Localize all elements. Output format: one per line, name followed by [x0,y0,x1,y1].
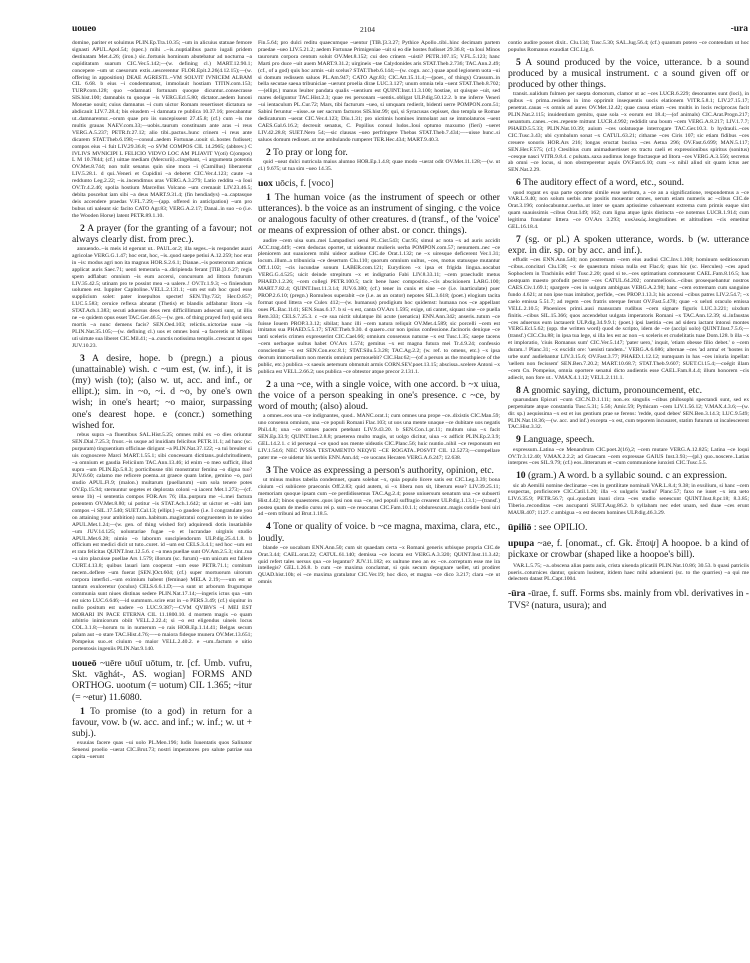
citations-block: quarundam Epicuri ~cum CIC.N.D.1.111; non..ex singulis ~cibus philosophi spectandi sunt, sed ex perpetuitate atque constantia Tusc.5.31; 5.56; Amic.59; Pythicam ~cem LIV.1.56.12; V.MAX.4.3.6;—(w. dir. sp.) aequissima ~x est et ius gentium prae se ferens: 'redde, quod debes' SEN.Ben.3.14.3; LUC.9.549; PLIN.Nat.18.36;—(w. acc. and inf.) excepta ~x est, cum teporem incusaret, statim futurum ut incalescerent TAC.Hist.3.32. [508,396,749,431]
sense-number: 3 [80,352,85,364]
citations-block: audire ~cem uisa sum..mei Lampadisci serui PL.Cist.543; Cur.95; simul ac nota ~x ad auris accidit ACC.trag.449; ~cem deducas oportet, ut uideantur mulieris uerba POMPON.com.57; nenumem..nec ~ce pleniorem aut suauiorem mihi uideor audisse CIC.de Orat.1.132; ne ~x uiresque deficerent Ver.1.31; locum..illum..a tribunicia ~ce desertum Clu.110; quorum omnium uultus, ~ces, motus statusque mutantur Off.1.102; ~cis iucundae sonum LABER.com.121; Eurydicen ~x ipsa et frigida lingua..uocabat VERG.G.4.525; uicit deinde strepitum ~x et indignatio Fabi LIV.8.33.11; ~cem praecludit metus PHAED.1.2.26; ~cem collegi PETR.100.5; tacit bene haec compositio..~cis abscisionem LARG.100; MART.7.82.4; QUINT.Inst.11.3.14; JUV.6.380; (cf.) tener in cunis et sine ~ce (i.e. inarticulate) puer PROP.2.6.10; (pregn.) Romuleos superabit ~ce (i.e. as an orator) nepotes SIL.3.618; (poet.) elogium tacita format quod littera ~ce Culex 412;—(w. humanus) prodigium hoc quidemst: humana nos ~ce appellant oues PL.Bac.1141; SEN.Suas.6.17. b si ~x est, canta OV.Ars 1.595; exige, uti cantet, siquast sine ~ce puella Rem.333; CELS.7.25.3. c ~ce sua nictit ululatque ibi acute (uenatica) ENN.Ann.342; anseris..tutum ~ce fuisse Iouem PROP.3.3.12; sibilat; hanc illi ~cem natura reliquit OV.Met.4.589; sic porcelli ~cem est imitatus sua PHAED.5.5.17; STAT.Theb.9.30. d quaero..cur non ipsius confessione..facinoris denique ~ce tanti sceleris crimen expresserint CIC.Cael.66; omnium consensus naturae ~x est Tusc.1.35; saepe tacens ~cem uerbaque uultus habet OV.Ars 1.574; gemitus ~x est magna futura mei Tr.4.9.24; confessio conscientiae ~x est SEN.Con.exc.8.1; STAT.Silu.5.3.28; TAC.Ag.2.2; (w. ref. to omens, etc.) ~x ipsa deorum immortalium non mentis omnium permouebit? CIC.Har.62;—(of a person as the mouthpiece of the public, etc.) publica ~x saeuis aeternum obmutuit armis CORN.SEV.poet.13.15; abscissa..scelere Antoni ~x publica est VELL.2.66.2; uos publica ~ce obtestor atque precor 2.131.1. [258,237,500,375]
sense-number: 9 [516,434,521,446]
sense-number: 3 [266,464,271,476]
sense-text: The auditory effect of a word, etc., sound. [520,177,685,189]
sense-definition [508,385,749,396]
column-left [72,40,252,920]
citations-block: exuuias facere quas ~ui uolo PL.Men.196; ludis Iuuentatis quos Salinator Senensi proelio ~uerat CIC.Brut.73; nostri imperatores pro salute patriae sua capita ~uerunt [72,740,252,761]
sense-number: 5 [516,56,521,68]
sense-definition [508,177,749,188]
sense-definition [508,434,749,445]
citations-block: annuendo..~is meis id egerunt ut.. PAUL.or.2; illa seges..~is respondet auari agricolae VERG.G.1.47; hoc erat, hoc, ~is..quod saepe petiui A.12.259; hoc erat in ~is: modus agri non ita magnus HOR.S.2.6.1; Dianae..~is posterorum amicas applicat auris Saec.71; uenti temeraria ~a..diripienda ferant [TIB.]3.6.27; regis spem adflabat: omnium ~is eum accersi, concursum ad littora futurum LIV.35.42.5; utinam pro te possint mea ~a ualere..! OV.Tr.1.9.3; ~o finiendum uolumen est. Iuppiter Capitoline..VELL.2.131.1; ~um est sub hoc quod esse supplicium solet: pater insepultos spectet! SEN.Thy.732; Her.O.857; LUC.5.583; ceruice reflexa abnatat (Thetis) et blandis adfabatur litora ~is STAT.Ach.1.383; secuti aduersus deos rem difficillimam adsecuti sunt, ut illis ne ~o quidem opus esset TAC.Ger.46.5;—(w. gen. of thing prayed for) quid sera mortis ~a nunc demens facis? SEN.Oed.103; relictis..uictoriae suae ~is PLIN.Nat.35.105;—(w. defining cl.) uos et omnes boni ~a faceretis ut Miloni uti uirtute sua liberet CIC.Mil.41; ~a..cunctis notissima templis..crescant ut opes JUV.10.23. [72,245,252,349]
headword: upupa [508,538,535,550]
sense-text: To promise (to a god) in return for a favour, vow. b (w. acc. and inf.; w. inf.; w. ut + subj.). [72,705,252,740]
column-middle [258,40,500,920]
sense-text: (gram.) A word. b a syllabic sound. c an expression. [525,470,728,482]
left-guide-word: uoueo [72,24,97,34]
sense-text: a una ~ce, with a single voice, with one accord. b ~x uiua, the voice of a person speaking in one's presence. c ~ce, by word of mouth; (also) aloud. [258,378,500,413]
entry-lemma [508,538,749,560]
lemma-text: ~uēre uōuī uōtum, tr. [cf. Umb. vufru, Skt. vāghát-, AS. wogian] FORMS AND ORTHOG. uootum (= uotum) CIL 1.365; ~itur (= ~etur) 11.6080. [72,657,252,703]
headword: uox [258,177,273,189]
sense-text: The voice as expressing a person's authority, opinion, etc. [270,464,494,476]
citations-block: ut minus multos tabella condemnet, quam solebat ~x, quia populo licere satis est CIC.Leg.3.39; bona ciuium ~ci subiicere praeconis Off.2.83; quid autem, si ~x libera non sit, liberum esse? LIV.39.25.11; memoriam quoque ipsam cum ~ce perdidissemus TAC.Ag.2.4; posse uniuersum senatum una ~ce subuerti Hist.4.42; binos quaestores..quos ipsi non sua ~ce, sed populi suffragio crearent ULP.dig.1.13.1;—(transf.) postea quam de medio cursu rei p. sum ~ce reuocatus CIC.Fam.10.1.1; obdurescunt..magis cotidie boni uiri ad ~cem tribuni ad Brut.1.18.5. [258,476,500,518]
sense-definition [258,521,500,543]
citations-block: blande ~ce uocabam ENN.Ann.50; cum sit quaedam certa ~x Romani generis urbisque propria CIC.de Orat.3.44; CAEL.orat.22; CATUL.61.140; demissa ~ce locuta est VERG.A.3.320; QUINT.Inst.11.3.42; quid refert tales uersus qua ~ce legantur? JUV.11.182; ex uultune meo an ex ~ce..correptum esse me ira intellegis? GEL.1.26.8. b cum ~ce maxima conclamat, si quis secum depugnare uellet, uti prodiret QUAD.hist.10b; ei ~ce maxima gratulatur CIC.Ver.19; hoc dico, et magna ~ce dico 3.217; clara ~ce ut omnis [258,544,500,586]
sense-number: 10 [516,470,526,482]
entry-lemma [508,522,749,533]
sense-definition [258,379,500,413]
column-right [508,40,749,920]
headword: uoueō [72,657,97,669]
sense-number: 2 [80,222,85,234]
lemma-text: uōcis, f. [voco] [272,177,334,189]
sense-number: 1 [80,705,85,717]
sense-number: 4 [266,521,271,533]
sense-definition [258,465,500,476]
page-number: 2104 [360,25,375,34]
sense-text: A sound produced by the voice, utterance. b a sound produced by a musical instrument. c a sound given off or produced by other things. [508,56,749,91]
citations-block: contio audire posset dixit.. Clu.134; Tusc.5.30; SAL.Jug.56.4; (cf.) quantum potero ~ce contendam ut hoc populus Romanus exaudiat CIC.Lig.6. [508,40,749,53]
sense-number: 8 [516,384,521,396]
citations-block: quid ~ueat dulci nutricula maius alumno HOR.Ep.1.4.8; quae modo ~uerat odit OV.Met.11.128;—(w. ut cl.) 9.675; ut tua sim ~ueo 14.35. [258,158,500,172]
sense-number: 7 [516,233,521,245]
page-header [0,24,750,40]
sense-definition [72,353,252,431]
sense-number: 2 [266,378,271,390]
citations-block: VAR.L.5.75; ~a..obscena alias pastu auis, crista uisenda plicatili PLIN.Nat.10.86; 30.53. b quasi patriciis pueris..coturnices dantur, quicum lusitent, itidem haec mihi aduenienti (sc. to the quarries) ~a qui me delectem datast PL.Capt.1004. [508,562,749,583]
sense-definition [508,234,749,256]
citations-block: transit..ualidum fulmen per saepta domorum, clamor ut ac ~ces LUCR.6.229; desonantes sunt (loci), in quibus ~x prima..residens in imo opprimit insequentis uocis elationem VITR.5.8.1; LIV.27.15.17; penetrat..cauas ~x omnis ad aures OV.Met.12.42; quae causa etiam ~ces multis in locis reciprocas facit PLIN.Nat.2.115; inuidentium gemitu, quae sola ~x eorum est 18.4;—(of animals) CIC.Arat.Progn.217; uenantum..canes..~ces..repente mittunt LUCR.4.992; reddidit una boum ~cem VERG.A.8.217; LIV.1.7.7; PHAED.5.5.33; PLIN.Nat.10.39; auium ~ces uolatusque interrogare TAC.Ger.10.3. b hydrauli..~ces CIC.Tusc.3.43; ubi cymbalum sonat ~x CATUL.63.21; citharae ~ces Ciris 107; sic etiam fidibus ~ces creuere sonoris HOR.Ars 216; longas eructat bucina ~ces Aetna 296; OV.Fast.6.699; MAN.5.117; SEN.Her.F.575; (cf.) Ctesibius cum animaduertisset ex tractu caeli et expressionibus spiritus (sonitus) ~cesque nasci VITR.9.8.4. c pulsata..saxa audimus longe fractasque ad litora ~ces VERG.A.3.556; secretus ab omni ~ce locus, si non obstreperetur aquis OV.Fast.6.10; cum ~x nihil aliud sit quam ictus aer SEN.Nat.2.29. [508,91,749,174]
sense-number: 1 [266,191,271,203]
lemma-text: : see OPILIO. [531,522,588,534]
entry-lemma [72,658,252,703]
sense-text: A prayer (for the granting of a favour; not always clearly dist. from prec.). [72,222,252,245]
sense-text: Language, speech. [520,434,595,446]
sense-definition [72,223,252,245]
lemma-text: ~ae, f. [onomat., cf. Gk. ἔποψ] A hoopoe. b a kind of pickaxe or crowbar (shaped like a hoopoe's bill). [508,538,749,561]
right-guide-word: -ura [730,24,748,34]
sense-definition [258,192,500,237]
entry-lemma [258,178,500,189]
sense-definition [508,470,749,481]
lemma-text: -ūrae, f. suff. Forms sbs. mainly from vbl. derivatives in -TVS² (natura, usura); and [508,588,749,611]
headword: -ūra [508,588,526,600]
sense-number: 2 [266,146,271,158]
sense-definition [72,706,252,740]
sense-number: 6 [516,177,521,189]
citations-block: a omnes..eos una ~ce indignantes, quod.. MANC.orat.1; cum omnes una prope ~ce..dixistis CIC.Man.59; uno consensu omnium, una ~ce populi Romani Flac.103; ut uos una mente unaque ~ce dubitare uos negatis Phil.4.8; una ~ce omnes pacem petebant LIV.9.43.20. b SEN.Con.1.pr.11; multum uiua ~x facit SEN.Ep.33.9; QUINT.Inst.2.8.8; praeterea multo magis, ut uolgo dicitur, uiua ~x adficit PLIN.Ep.2.3.9; GEL.14.2.1. c id persequi ~ce quod uos mente uideatis CIC.Planc.56; huic nuntio..nihil ~ce responsum est LIV.1.54.6; NEC IVSSA TESTAMENTO NEQVE ~CE ROGATA..POSVIT CIL 12.5273;—compellare pater me ~ce uidetur his uerbis ENN.Ann.44; ~ce uocans Hecaten VERG.A.6.247; 12.638. [258,413,500,461]
sense-text: A desire, hope. b (pregn.) a pious (unattainable) wish. c ~um est, (w. inf.), it is (my) wish (to); (also w. ut, acc. and inf., or ellipt.); sim. in ~o, ~i. d ~o, by one's own wish; in one's heart; ~o maior, surpassing one's dearest hope. e (concr.) something wished for. [72,352,252,431]
citations-block: effudit ~ces ENN.Ann.540; non postremam ~cem eius audiui CIC.Inv.1.108; hominum seditiosorum ~cibus..concitari Clu.138; ~x de quaestura missa nulla est Flac.6; quas hic (sc. Hercules) ~ces apud Sophoclem in Trachiniis edit! Tusc.2.20; quod si te..~ces optimatium commouent CAEL.Fam.8.16.5; has postquam maesto profudit pectore ~ces CATUL.64.202; contumeliosis..~cibus prosequebantur nostros CAES.Civ.1.69.1; spargere ~ces in uulgum ambiguas VERG.A.2.98; hanc ~cem extremam cum sanguine fundo 4.621; at non ipse tuas imitabor, perfide, ~ces PROP.1.13.3; his accensi ~cibus patres LIV.2.54.7; ~x caelo emissa 5.51.7; ad regem ~ces fratris uterque ferunt OV.Fast.5.478; quae ~x ueluti oraculo emissa VELL.2.10.5; Phoenices primi..ausi mansuram rudibus ~cem signare figuris LUC.3.221; uixdum finitis..~cibus SIL.15.366; quos accendebat uulgata imperatoris Romani ~x TAC.Ann.12.39; si..infaustas ~ces aduersus eum iactauerit ULP.dig.34.9.9.1; (poet.) ipsi laetitia ~ces ad sidera iactant intonsi montes VERG.Ecl.5.62; (opp. the written word) quod de scripto, idem de ~ce (accipi uolo) QUINT.Inst.7.5.6;—(transf.) CIC.Clu.88; in ipsa tua lege, si illa lex est ac non ~x sceleris et crudelitatis tuae Dom.128. b illa ~x et imploratio, 'ciuis Romanus sum' CIC.Ver.5.147; 'pater uero,' inquit, 'etiam obesse filio debet.' o ~cem duram..! Planc.31; ~x excidit ore: 'uenisti tandem..' VERG.A.6.686; alternae ~ces 'ad arma' et 'hostes in urbe sunt' audiebantur LIV.3.15.6; OV.Fast.3.77; PHAED.1.12.12; numquam in has ~ces iniuria inpellat: 'uellem non fecissem' SEN.Ben.7.20.2; MART.10.68.7; STAT.Theb.9.607; SUET.Cl.15.4;—coëgit illam ~cem Cn. Pompeius, omnia oportere senatui dicto audientis esse CAEL.Fam.8.4.4; illum honorem ~cis adiecit, non fore ut.. V.MAX.4.1.12; VELL.2.111.1. [508,257,749,381]
entry-lemma [508,588,749,610]
sense-text: A gnomic saying, dictum, pronouncement, etc. [520,384,702,396]
headword: ūpiliō [508,522,532,534]
citations-block: domine, pariter et soluimus PLIN.Ep.Tra.10.35; ~um in alicuius statuae femore signasti APUL.Apol.54; (spec.) mihi ..~is..nuptialibus pacto iugali pridem destinatam Met.4.26; (iron.) sic..fortunis hominum abutebatur ad nocturna ~a cupiditatum suarum CIC.Ver.5.142;—(w. defining cl.) MART.12.90.1; concepere ~um ut caesorum extis..uescerentur FLOR.Epit.2.26(4.12.15);—(w. offering in apposition) DEAE AGRESTI..~VM SOLVIT IVNICEM ALBAM CIL 6.68. b eius ~i condemnatust, immolauit hostiam TITIN.com.153; TURP.com.128; quo ~odamnati fortunam quoque dicuntur..consecrasse SIS.hist.100; damnabis tu quoque ~is VERG.Ecl.5.80; dictator..aedem Iunoni Monetae uouit; cuius damnatus ~i cum uictor Romam reuertisset dictatura se abdicauit LIV.7.28.4; bis eiusdem ~i damnata re publica 10.37.16; precabantur ut..damnarentur..~orum quae pro iis suscepissent 27.45.8; (cf.) cum ~is me multis grauas NAEV.com.33;—uobis..taurum constituam ante aras ~i reus VERG.A.5.237; PETR.fr.27.12; alio tibi..pactus..hunc crinem ~i reus ante dicarem STAT.Theb.6.198;—consul..aedem Fortunae..uouit si..hostes fudisset; compos eius ~i fuit LIV.29.36.8; ~o SVM COMPOS CIL 14.2965; (abbrev.) C IVLIVS MVNICIPI L FELICIO VIDVO LOC AM PLIAVIT V(oti) C(ompos) L M 10.7844; (cf.) uittae mediam (Mercurii)..cingebant, ~i argumenta potentis OV.Met.8.744; non tulit senatus quin sine mora ~i (Camillus) liberaretur LIV.5.28.1. d qui..Veneri et Cupidini ~a deberet CIC.Ver.4.123; caute ~a reddunto Leg.2.22; ~is..incendimus aras VERG.A.3.279; Latio reddita ~a Ioui OV.Tr.4.2.46; spolia hostium Marcellus Volcano ~um cremauit LIV.23.46.5; debita poscebat iam sibi ~a deus MART.9.31.4; (fin hendiadys) ~a..captasque deis accendere praedas V.FL.7.29;—(app. offered in anticipation) ~um pro bubus uti ualeant sic facito CATO Agr.83; VERG.A.2.17; Danai..in suo ~o (i.e. the Wooden Horse) latent PETR.89.1.10. [72,40,252,219]
sense-definition [258,147,500,158]
citations-block: Fin.5.64; pro dulci reditu quaecumque ~uentur [TIB.]3.3.27; Pythice Apollo..tibi..hinc decimam partem praedae ~ueo LIV.5.21.2; aedem Fortunae Primigeniae ~uit si eo die hostes fudisset 29.36.8; ~ta Ioui Minos taurorum corpora centum soluit OV.Met.8.152; cui deo crinem ~uisti? PETR.107.15; V.FL.5.123; hanc Marti pro duce ~uit auem MART.9.31.2; uirgineis ~tae Calydonides aris STAT.Theb.2.736; TAC.Ann.2.49; (cf., of a god) quis hoc armis ~uit scelus? STAT.Theb.6.144;—(w. cogn. acc.) quae apud legionem uota ~ui si domum redissem saluos PL.Am.947; CATO Agr.83; CIC.Att.15.11.4;—(poet., of things) Crassum..in bella secutae saeua tribuniciae ~uerunt proelia dirae LUC.3.127; unum omnia tela ~uent STAT.Theb.8.702;—(ellipt.) manus leuiter pandata qualis ~uentium est QUINT.Inst.11.3.100; hostiae, ut quisque ~uit, sed mares deliguntur TAC.Hist.2.3; quae res personam ~uentis..obligat ULP.dig.50.12.2. b me inferre Veneri ~ui ientaculum PL.Cur.72; Mars, tibi facturum ~ueo, si umquam redierit, bidenti uerre POMPON.com.51; Sabini feruntur ~uisse..se uer sacrum facturos SIS.hist.99; qui, si Syracusas cepisset, duo templa se Romae dedicaturum ~uerat CIC.Ver.4.123; Diu.1.31; pro uictimis homines immolant aut se immolaturos ~uent CAES.Gal.6.16.2; decreuit senatus, C. Popilius consul ludos..Ioui optumo maxumo (fieri) ~ueret LIV.42.28.8; SUET.Nero 54;—sic clausas ~ueo perfringere Thebas STAT.Theb.7.434;—~uisse hunc..si saluos domum redisset..ut me ambulando rumperet TER.Hec.434; MART.9.40.3. [258,40,500,143]
sense-text: The human voice (as the instrument of speech or other utterances). b the voice as an instrument of singing. c the voice or analogous faculty of other creatures. d (transf., of the 'voice' or means of expression of other abst. or concr. things). [258,191,500,237]
citations-block: rebus supra ~a fluentibus SAL.Hist.5.25; omnes mihi ex ~o dies oriuntur SEN.Dial.7.25.3; fruor..~is usque ad inuidiam felicibus PETR.11.1; ad hanc (sc. purpuram) tinguentium officinae dirigunt ~a PLIN.Nat.37.122; ~a tui breuiter si uis cognoscere Marci MART.1.55.1; sibi concessam dictitans..pulchritudinem, ~a omnium et gaudia Feliciium TAC.Ann.13.46; id enim ~o meo sufficit, illud supra ~um PLIN.Ep.5.8.3; porticibusne tibi monstratur femina ~o digna tuo? JUV.6.60; calamo me reficere poema..ut graece quam latine, gemino ~o, pari studio APUL.Fl.9; (malon.) multarum (puellarum) ~um sola tenere potes OV.Ep.15.94; sternuntur segetes et deplorata coloni ~a iacent Met.1.273;—(cf. sense 1b) ~i sententia compos FOR.Ars 76; illa..purpura me ~i..mei factura potentem OV.Met.8.80; ui potitur ~is STAT.Ach.1.642; ut uictor et ~alti iam compos ~i SIL.17.540; SUET.Cal.13; (ellipt.) ~o gaudeo (i.e. I congratulate you on attaining your ambition) nam..habitum..magistratui congruentem in te uideo APUL.Met.1.24;—(w. gen. of thing wished for) adquirendi dotis insatiabile ~um JUV.14.125; uoluntariae fugae ~o et lucrandae uirginis studio APUL.Met.6.28; nimio ~o laborum suscipiendorum ULP.dig.25.4.1.8. b officium est medici dicit ut tuto..curet. id ~um est CELS.3.4.1; sed hoc ~um est et rara felicitas QUINT.Inst.12.5.6. c ~a mea puellae sunt OV.Am.2.5.3; sint..tua ~a uiro placuisse puellae Ars 1.579; illorum (sc. furum) ~um unicum est fallere CURT.4.13.8; quibus lauari iam cooperat ~um esse PETR.71.1; comitum necem..deflere ~um fuerat [SEN.]Oct.604; (cf.) super mortuorum uirorum corpora interfici..~um eximium habent (feminae) MELA 2.19;—~um est ut tantum exulceretur (oculus) CELS.6.6.1.D;—~a sunt ut arborum frugumque communia sunt niues distinas sedere PLIN.Nat.17.14;—ingeris ictus qua ~um est uicto LUC.6.646;—id summum..scire erat in ~o PERS.3.49; (cf.) siquitur in nullo positum est uadere ~o LUC.9.387;—CVM QVIBVS ~I MEI EST MORARI IN PACE ETERNA CIL 11.1800.10. d mortem magis ~o quam arbitrio inimicorum obiit VELL.2.22.4; si ~o est eligendus uineis locus COL.3.1.8;—horum tu in numerum ~o rais HOR.Ep.1.14.41; Belgas secum palam aut ~o stare TAC.Hist.4.76;—~o maiora fideque munera OV.Met.13.651; Pompeius suo..et ciuium ~o maior VELL.2.40.2. e ~um..factum e uitio portentosis ingeniis PLIN.Nat.9.140. [72,431,252,653]
citations-block: sic ab Aemilii nomine declinatae ~ces in gentilitate nominali VAR.L.8.4; 9.38; in exsilium, si hanc ~cem exspectas, proficiscere CIC.Catil.1.20; illa ~x uulgaris 'audiui' Planc.57; faxo ne iuuet ~x ista ueto LIV.6.35.9; PETR.56.7; qui..quodam inani circa ~ces studio senescunt QUINT.Inst.8.pr.18; 8.3.85; Tiberio..reconditas ~ces aucupanti SUET.Aug.86.2. b syllabam nec edet unam, sed duae ~ces erunt MAUR.407; 1127. c ambigua ~x est decem homines ULP.dig.46.3.29. [508,482,749,517]
citations-block: expressum..Latina ~ce Menandrum CIC.poet.2(16),2; ~cem mutare VERG.A.12.825; Latina ~ce loqui OV.Tr.3.12.40; V.MAX.2.2.2; ad Graecam ~cem expressae GAIUS Inst.3.93;—(pl.) quo..noscere..Latias interpres ~ces SIL.9.79; (cf.) eos..litterarum et ~cum communione iunxisti CIC.Tusc.5.5. [508,446,749,467]
sense-text: (sg. or pl.) A spoken utterance, words. b (w. utterance expr. in dir. sp. or by acc. and inf.). [508,233,749,257]
sense-definition [508,57,749,91]
sense-text: To pray or long for. [270,146,348,158]
sense-text: Tone or quality of voice. b ~ce magna, maxima, clara, etc., loudly. [258,521,500,544]
citations-block: quod rogant ex qua parte oporteat simile esse uerbum, a ~ce an a significatione, respondemus a ~ce VAR.L.9.40; non solum uerbis arte positis mouentur omnes, uerum etiam numeris ac ~cibus CIC.de Orat.3.196; conlocabuntur..uerba..ut inter se quam aptissime cohaereant extrema cum primis eaque sint quam suauissimis ~cibus Orat.149; 162; cum ligna atque ignis distincta ~ce notemus LUCR.1.914; cum legitima fraudatur littera ~ce OV.Ars 3.293; κυκλικώς..longitudines et altitudines ~cis emetitur GEL.16.18.4. [508,189,749,231]
